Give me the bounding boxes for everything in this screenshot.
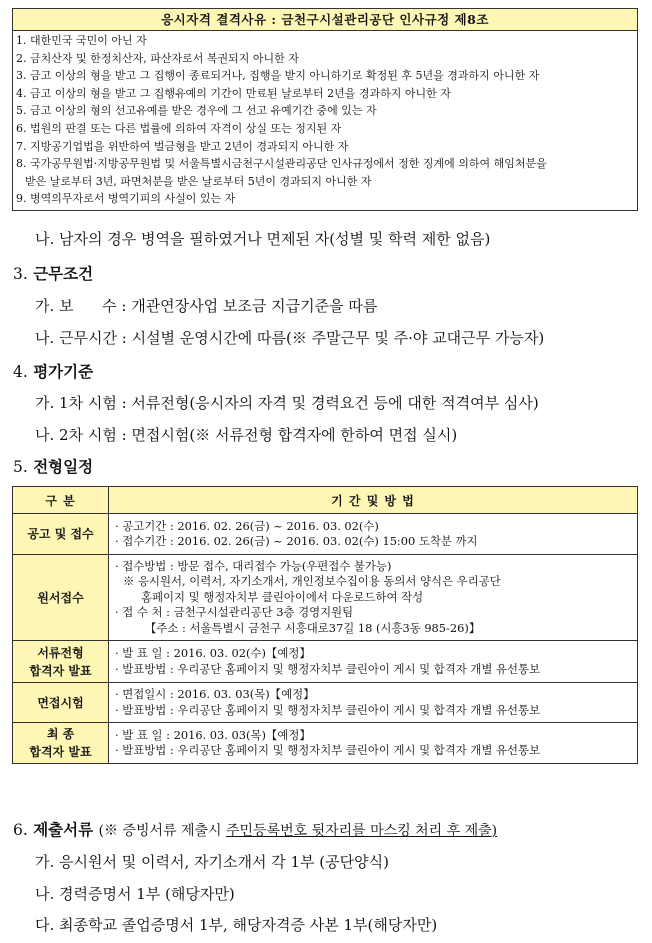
detail-line: · 접수방법 : 방문 접수, 대리접수 가능(우편접수 불가능) [115, 558, 392, 573]
table-row [13, 723, 638, 764]
section-schedule-heading [13, 455, 93, 477]
section-number: 6. [13, 821, 28, 839]
row-category: 서류전형 합격자 발표 [13, 641, 109, 683]
schedule-table [12, 486, 638, 764]
table-row [13, 555, 638, 641]
detail-line: · 공고기간 : 2016. 02. 26(금) ~ 2016. 03. 02(수) [115, 518, 379, 533]
list-item: 5. 금고 이상의 형의 선고유예를 받은 경우에 그 선고 유예기간 중에 있는 자 [16, 104, 377, 118]
detail-line: · 접 수 처 : 금천구시설관리공단 3층 경영지원팀 [115, 605, 354, 620]
detail-line: · 발표방법 : 우리공단 홈페이지 및 행정자치부 클린아이 게시 및 합격자 개별 유선통보 [115, 702, 541, 717]
table-row [13, 683, 638, 723]
section-docs-heading [13, 818, 497, 840]
disqualification-list [13, 31, 637, 210]
table-row [13, 514, 638, 555]
list-item: 4. 금고 이상의 형을 받고 그 집행유예의 기간이 만료된 날로부터 2년을 경과하지 아니한 자 [16, 86, 451, 100]
eval-second: 나. 2차 시험 : 면접시험(※ 서류전형 합격자에 한하여 면접 실시) [35, 426, 458, 444]
work-hours: 나. 근무시간 : 시설별 운영시간에 따름(※ 주말근무 및 주·야 교대근무 가능자) [35, 329, 545, 347]
section-eval-heading [13, 360, 93, 382]
docs-note [99, 823, 498, 839]
disqualification-box [12, 8, 638, 211]
row-category: 원서접수 [13, 555, 109, 641]
row-category: 공고 및 접수 [13, 514, 109, 555]
detail-line: · 발표방법 : 우리공단 홈페이지 및 행정자치부 클린아이 게시 및 합격자 개별 유선통보 [115, 743, 541, 757]
list-item: 3. 금고 이상의 형을 받고 그 집행이 종료되거나, 집행을 받지 아니하기로 확정된 후 5년을 경과하지 아니한 자 [16, 69, 540, 83]
docs-item: 가. 응시원서 및 이력서, 자기소개서 각 1부 (공단양식) [35, 853, 389, 871]
docs-note-prefix: (※ 증빙서류 제출시 [98, 823, 226, 839]
row-category: 면접시험 [13, 683, 109, 723]
section-title: 평가기준 [33, 362, 94, 381]
detail-line: · 접수기간 : 2016. 02. 26(금) ~ 2016. 03. 02(수) 15:00 도착분 까지 [115, 534, 478, 548]
detail-line: ※ 응시원서, 이력서, 자기소개서, 개인정보수집이용 동의서 양식은 우리공단 [123, 574, 501, 589]
row-detail [109, 514, 638, 555]
row-detail [109, 641, 638, 683]
list-item: 2. 금치산자 및 한정치산자, 파산자로서 복권되지 아니한 자 [16, 51, 299, 65]
detail-line: · 발 표 일 : 2016. 03. 02(수)【예정】 [115, 646, 311, 661]
work-pay: 가. 보 수 : 개관연장사업 보조금 지급기준을 따름 [35, 297, 378, 315]
list-item: 6. 법원의 판결 또는 다른 법률에 의하여 자격이 상실 또는 정지된 자 [16, 121, 342, 135]
detail-line: 홈페이지 및 행정자치부 클린아이에서 다운로드하여 작성 [141, 589, 424, 604]
section-number: 4. [13, 363, 28, 381]
section-title: 전형일정 [33, 457, 94, 476]
row-category: 최 종 합격자 발표 [13, 723, 109, 764]
table-row [13, 641, 638, 683]
docs-note-underlined: 주민등록번호 뒷자리를 마스킹 처리 후 제출) [226, 823, 498, 839]
list-item-continuation: 받은 날로부터 3년, 파면처분을 받은 날로부터 5년이 경과되지 아니한 자 [25, 174, 372, 188]
column-header-category: 구 분 [13, 487, 109, 514]
docs-item: 나. 경력증명서 1부 (해당자만) [35, 885, 235, 903]
row-detail [109, 683, 638, 723]
list-item: 8. 국가공무원법·지방공무원법 및 서울특별시금천구시설관리공단 인사규정에서 정한 징계에 의하여 해임처분을 [16, 157, 547, 171]
section-number: 3. [13, 265, 28, 283]
list-item: 1. 대한민국 국민이 아닌 자 [16, 34, 147, 47]
table-header-row [13, 487, 638, 514]
detail-line: · 면접일시 : 2016. 03. 03(목)【예정】 [115, 687, 315, 702]
docs-item: 다. 최종학교 졸업증명서 1부, 해당자격증 사본 1부(해당자만) [35, 916, 438, 934]
row-detail [109, 555, 638, 641]
disqualification-title: 응시자격 결격사유 : 금천구시설관리공단 인사규정 제8조 [13, 9, 637, 31]
section-number: 5. [13, 458, 28, 476]
section-work-heading [13, 262, 93, 284]
detail-line: · 발표방법 : 우리공단 홈페이지 및 행정자치부 클린아이 게시 및 합격자 개별 유선통보 [115, 661, 541, 676]
row-detail [109, 723, 638, 764]
section-title: 근무조건 [33, 264, 94, 283]
list-item: 9. 병역의무자로서 병역기피의 사실이 있는 자 [16, 192, 236, 206]
detail-line: 【주소 : 서울특별시 금천구 시흥대로37길 18 (시흥3동 985-26)】 [145, 620, 481, 635]
list-item: 7. 지방공기업법을 위반하여 벌금형을 받고 2년이 경과되지 아니한 자 [16, 139, 349, 153]
military-requirement: 나. 남자의 경우 병역을 필하였거나 면제된 자(성별 및 학력 제한 없음) [35, 230, 491, 248]
detail-line: · 발 표 일 : 2016. 03. 03(목)【예정】 [115, 727, 311, 742]
section-title: 제출서류 [33, 820, 94, 839]
eval-first: 가. 1차 시험 : 서류전형(응시자의 자격 및 경력요건 등에 대한 적격여부 심사) [35, 394, 539, 412]
column-header-detail: 기 간 및 방 법 [109, 487, 638, 514]
